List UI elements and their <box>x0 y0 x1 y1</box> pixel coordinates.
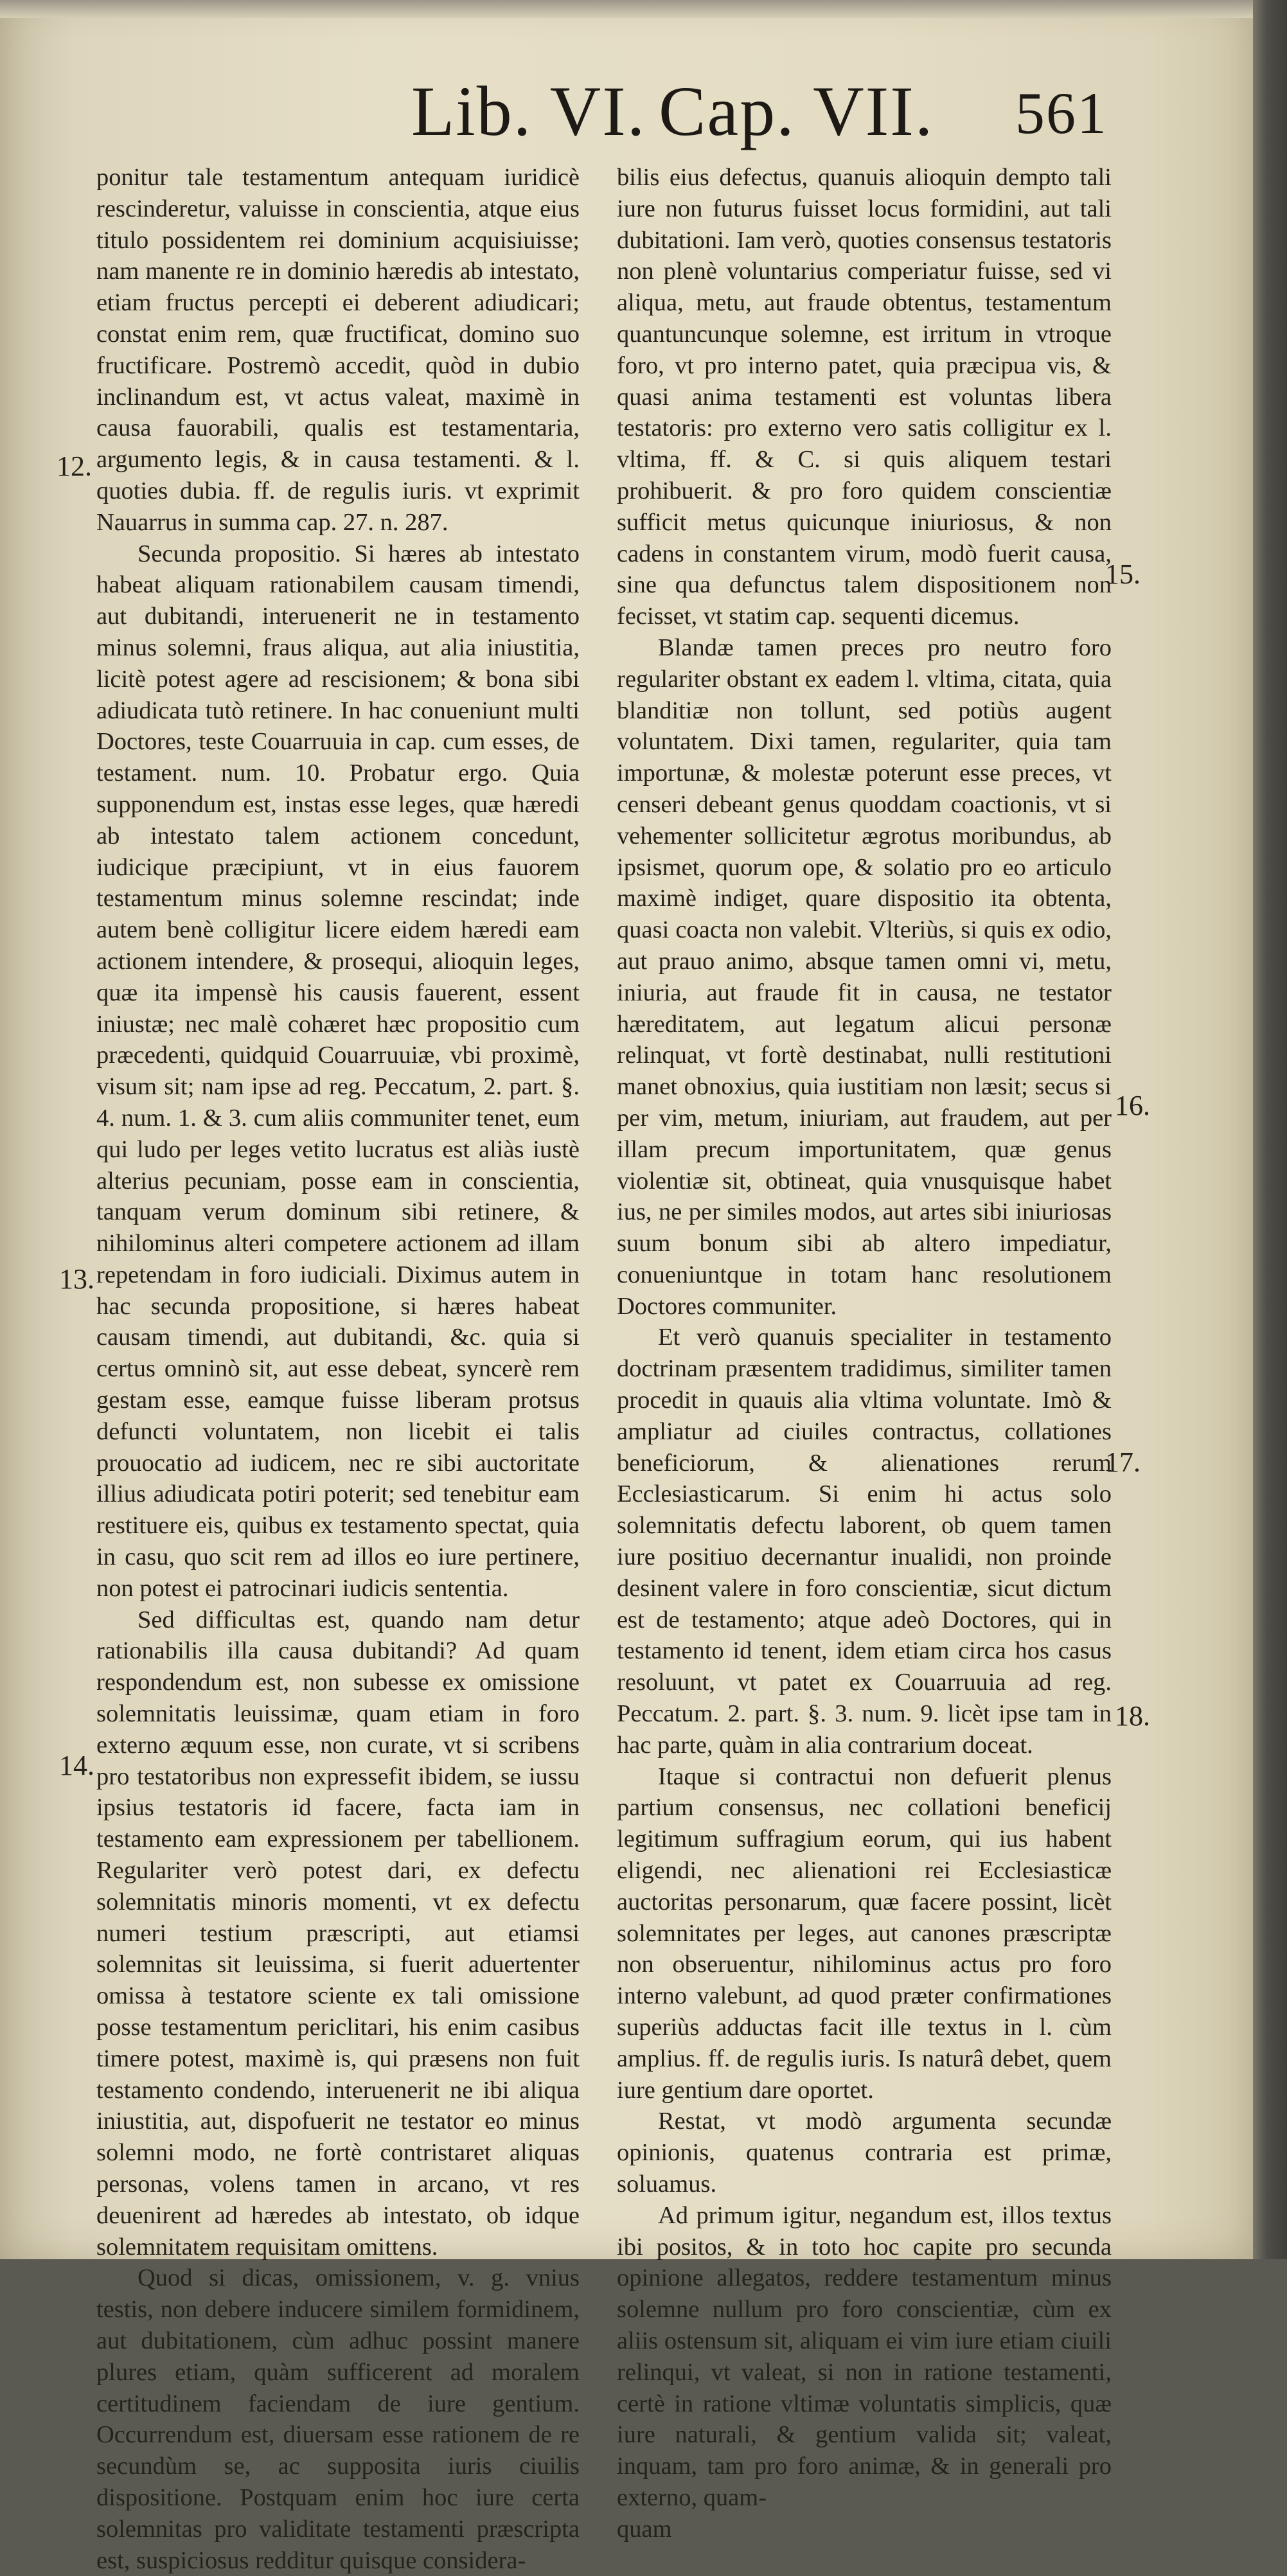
paragraph: ponitur tale testamentum antequam iuridicè rescinderetur, valuisse in conscientia, atque eius titulo possidentem rei dominium acquisiuisse; nam manente re in dominio hæredis ab intestato, etiam fructus percepti ei deberent adiudicari; constat enim rem, quæ fructificat, domino suo fructificare. Postremò accedit, quòd in dubio inclinandum est, vt actus valeat, maximè in causa fauorabili, qualis est testamentaria, argumento legis, & in causa testamenti. & l. quoties dubia. ff. de regulis iuris. vt exprimit Nauarrus in summa cap. 27. n. 287. <box>96 164 580 536</box>
page-top-shadow <box>0 0 1253 18</box>
margin-number-18: 18. <box>1115 1700 1150 1732</box>
margin-number-13: 13. <box>59 1263 94 1295</box>
left-column <box>96 162 580 2576</box>
margin-number-12: 12. <box>57 450 92 482</box>
catchword: quam <box>617 2515 672 2543</box>
paragraph: bilis eius defectus, quanuis alioquin dempto tali iure non futurus fuisset locus formidini, aut tali dubitationi. Iam verò, quoties consensus testatoris non plenè voluntarius comperiatur fuisse, sed vi aliqua, metu, aut fraude obtentus, testamentum quantuncunque solemne, est irritum in vtroque foro, vt pro interno patet, quia præcipua vis, & quasi anima testamenti est voluntas libera testatoris: pro externo vero satis colligitur ex l. vltima, ff. & C. si quis aliquem testari prohibuerit. & pro foro quidem conscientiæ sufficit metus quicunque iniuriosus, & non cadens in constantem virum, modò fuerit causa, sine qua defunctus talem dispositionem non fecisset, vt statim cap. sequenti dicemus. <box>617 164 1112 630</box>
page-edge-shadow <box>1253 0 1287 2259</box>
paragraph: Quod si dicas, omissionem, v. g. vnius testis, non debere inducere similem formidinem, aut dubitationem, cùm adhuc possint manere plures etiam, quàm sufficerent ad moralem certitudinem faciendam de iure gentium. Occurrendum est, diuersam esse rationem de re secundùm se, ac supposita iuris ciuilis dispositione. Postquam enim hoc iure certa solemnitas pro validitate testamenti præscripta est, suspiciosus redditur quisque considera- <box>96 2264 580 2574</box>
margin-number-16: 16. <box>1115 1090 1150 1121</box>
margin-number-15: 15. <box>1105 558 1141 590</box>
right-column <box>617 162 1112 2545</box>
paragraph: Secunda propositio. Si hæres ab intestato habeat aliquam rationabilem causam timendi, aut dubitandi, interuenerit ne in testamento minus solemni, fraus aliqua, aut alia iniustitia, licitè potest agere ad rescisionem; & bona sibi adiudicata tutò retinere. In hac conueniunt multi Doctores, teste Couarruuia in cap. cum esses, de testament. num. 10. Probatur ergo. Quia supponendum est, instas esse leges, quæ hæredi ab intestato talem actionem concedunt, iudicique præcipiunt, vt in eius fauorem testamentum minus solemne rescindat; inde autem benè colligitur licere eidem hæredi eam actionem intendere, & prosequi, alioquin leges, quæ ita impensè his causis fauerent, essent iniustæ; nec malè cohæret hæc propositio cum præcedenti, quidquid Couarruuiæ, vbi proximè, visum sit; nam ipse ad reg. Peccatum, 2. part. §. 4. num. 1. & 3. cum aliis communiter tenet, eum qui ludo per leges vetito lucratus est aliàs iustè alterius pecuniam, posse eam in conscientia, tanquam verum dominum sibi retinere, & nihilominus alteri competere actionem ad illam repetendam in foro iudiciali. Diximus autem in hac secunda propositione, si hæres habeat causam timendi, aut dubitandi, &c. quia si certus omninò sit, aut esse debeat, syncerè rem gestam esse, eamque fuisse liberam protsus defuncti voluntatem, non licebit ei talis prouocatio ad iudicem, nec re sibi auctoritate illius adiudicata potiri poterit; sed tenebitur eam restituere eis, quibus ex testamento spectat, quia in casu, quo scit rem ad illos eo iure pertinere, non potest ei patrocinari iudicis sententia. <box>96 540 580 1602</box>
paragraph: Restat, vt modò argumenta secundæ opinionis, quatenus contraria est primæ, soluamus. <box>617 2108 1112 2198</box>
paragraph: Blandæ tamen preces pro neutro foro regulariter obstant ex eadem l. vltima, citata, quia blanditiæ non tollunt, sed potiùs augent voluntatem. Dixi tamen, regulariter, quia tam importunæ, & molestæ poterunt esse preces, vt censeri debeant genus quoddam coactionis, vt si vehementer sollicitetur ægrotus moribundus, ab ipsismet, quorum ope, & solatio pro eo articulo maximè indiget, quare dispositio ita obtenta, quasi coacta non valebit. Vlteriùs, si quis ex odio, aut prauo animo, absque tamen omni vi, metu, iniuria, aut fraude fit in causa, ne testator hæreditatem, aut legatum alicui personæ relinquat, vt fortè destinabat, nulli restitutioni manet obnoxius, quia iustitiam non læsit; secus si per vim, metum, iniuriam, aut fraudem, aut per illam precum importunitatem, quæ genus violentiæ sit, obtineat, quia vnusquisque habet ius, ne per similes modos, aut artes sibi iniuriosas suum bonum sibi ab altero impediatur, conueniuntque in totam hanc resolutionem Doctores communiter. <box>617 634 1112 1320</box>
margin-number-17: 17. <box>1105 1446 1141 1478</box>
margin-number-14: 14. <box>59 1750 94 1781</box>
paragraph: Et verò quanuis specialiter in testamento doctrinam præsentem tradidimus, similiter tamen procedit in quauis alia vltima voluntate. Imò & ampliatur ad ciuiles contractus, collationes beneficiorum, & alienationes rerum Ecclesiasticarum. Si enim hi actus solo solemnitatis defectu laborent, ob quem tamen iure positiuo decernantur inualidi, non proinde desinent valere in foro conscientiæ, sicut dictum est de testamento; atque adeò Doctores, qui in testamento id tenent, idem etiam circa hos casus resoluunt, vt patet ex Couarruuia ad reg. Peccatum. 2. part. §. 3. num. 9. licèt ipse tam in hac parte, quàm in alia contrarium doceat. <box>617 1324 1112 1759</box>
running-head-chapter: Cap. VII. <box>659 72 934 150</box>
paragraph: Ad primum igitur, negandum est, illos textus ibi positos, & in toto hoc capite pro secunda opinione allegatos, reddere testamentum minus solemne nullum pro foro conscientiæ, cùm ex aliis ostensum sit, aliquam ei vim iure etiam ciuili relinqui, vt valeat, si non in ratione testamenti, certè in ratione vltimæ voluntatis simplicis, quæ iure naturali, & gentium valida sit; valeat, inquam, tam pro foro animæ, & in generali pro externo, quam- <box>617 2201 1112 2511</box>
paragraph: Sed difficultas est, quando nam detur rationabilis illa causa dubitandi? Ad quam respondendum est, non subesse ex omissione solemnitatis leuissimæ, quam etiam in foro externo æquum esse, non curate, vt si scribens pro testatoribus non expressefit ibidem, se iussu ipsius testatoris id facere, facta iam in testamento eam expressionem per tabellionem. Regulariter verò potest dari, ex defectu solemnitatis minoris momenti, vt ex defectu numeri testium præscripti, aut etiamsi solemnitas sit leuissima, si fuerit aduertenter omissa à testatore sciente ex tali omissione posse testamentum periclitari, his enim casibus timere potest, maximè is, qui præsens non fuit testamento condendo, interuenerit ne ibi aliqua iniustitia, aut, dispofuerit ne testator eo minus solemni modo, ne fortè contristaret aliquas personas, volens tamen in arcano, vt res deuenirent ad hæredes ab intestato, ob idque solemnitatem requisitam omittens. <box>96 1606 580 2261</box>
running-head-book: Lib. VI. <box>411 72 646 150</box>
paragraph: Itaque si contractui non defuerit plenus partium consensus, nec collationi beneficij legitimum suffragium eorum, qui ius habent eligendi, nec alienationi rei Ecclesiasticæ auctoritas personarum, quæ facere possint, licèt solemnitates per leges, aut canones præscriptæ non obseruentur, nihilominus actus pro foro interno valebunt, ad quod præter confirmationes superiùs adductas facit ille textus in l. cùm amplius. ff. de regulis iuris. Is naturâ debet, quem iure gentium dare oportet. <box>617 1763 1112 2104</box>
page-number: 561 <box>1015 80 1108 146</box>
